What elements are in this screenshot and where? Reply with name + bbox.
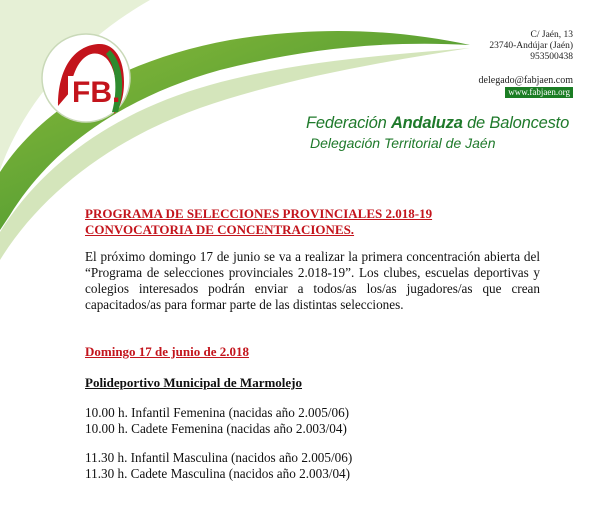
fab-logo [40,32,132,124]
contact-city: 23740-Andújar (Jaén) [489,41,573,51]
delegation-name: Delegación Territorial de Jaén [310,135,496,151]
contact-website[interactable]: www.fabjaen.org [505,87,573,98]
federation-name [306,114,569,133]
contact-address: C/ Jaén, 13 [530,30,573,40]
federation-bold: Andaluza [390,114,463,132]
contact-block [479,30,573,99]
federation-prefix: Federación [306,114,391,132]
schedule-group-male [85,450,540,481]
schedule-line: 11.30 h. Infantil Masculina (nacidos año 2.005/06) [85,450,353,465]
schedule-group-female [85,405,540,436]
schedule-line: 10.00 h. Cadete Femenina (nacidas año 2.003/04) [85,420,347,436]
title-line-2: CONVOCATORIA DE CONCENTRACIONES. [85,221,355,237]
letter-body [85,206,540,481]
contact-email[interactable]: delegado@fabjaen.com [478,75,573,86]
schedule-line: 10.00 h. Infantil Femenina (nacidas año 2.005/06) [85,405,350,420]
title-line-1: PROGRAMA DE SELECCIONES PROVINCIALES 2.018-19 [85,206,433,221]
logo-letters: FB. [72,76,121,109]
intro-paragraph: El próximo domingo 17 de junio se va a realizar la primera concentración abierta del “Programa de selecciones provinciales 2.018-19”. Los clubes, escuelas deportivas y colegios interesados podrán enviar a todos/as los/as jugadores/as que crean capacitados/as para formar parte de las distintas selecciones. [85,249,540,312]
date-heading: Domingo 17 de junio de 2.018 [85,344,249,359]
schedule-line: 11.30 h. Cadete Masculina (nacidos año 2.003/04) [85,465,351,481]
contact-phone: 953500438 [530,52,573,62]
venue-heading: Polideportivo Municipal de Marmolejo [85,375,303,390]
federation-suffix: de Baloncesto [462,114,570,132]
